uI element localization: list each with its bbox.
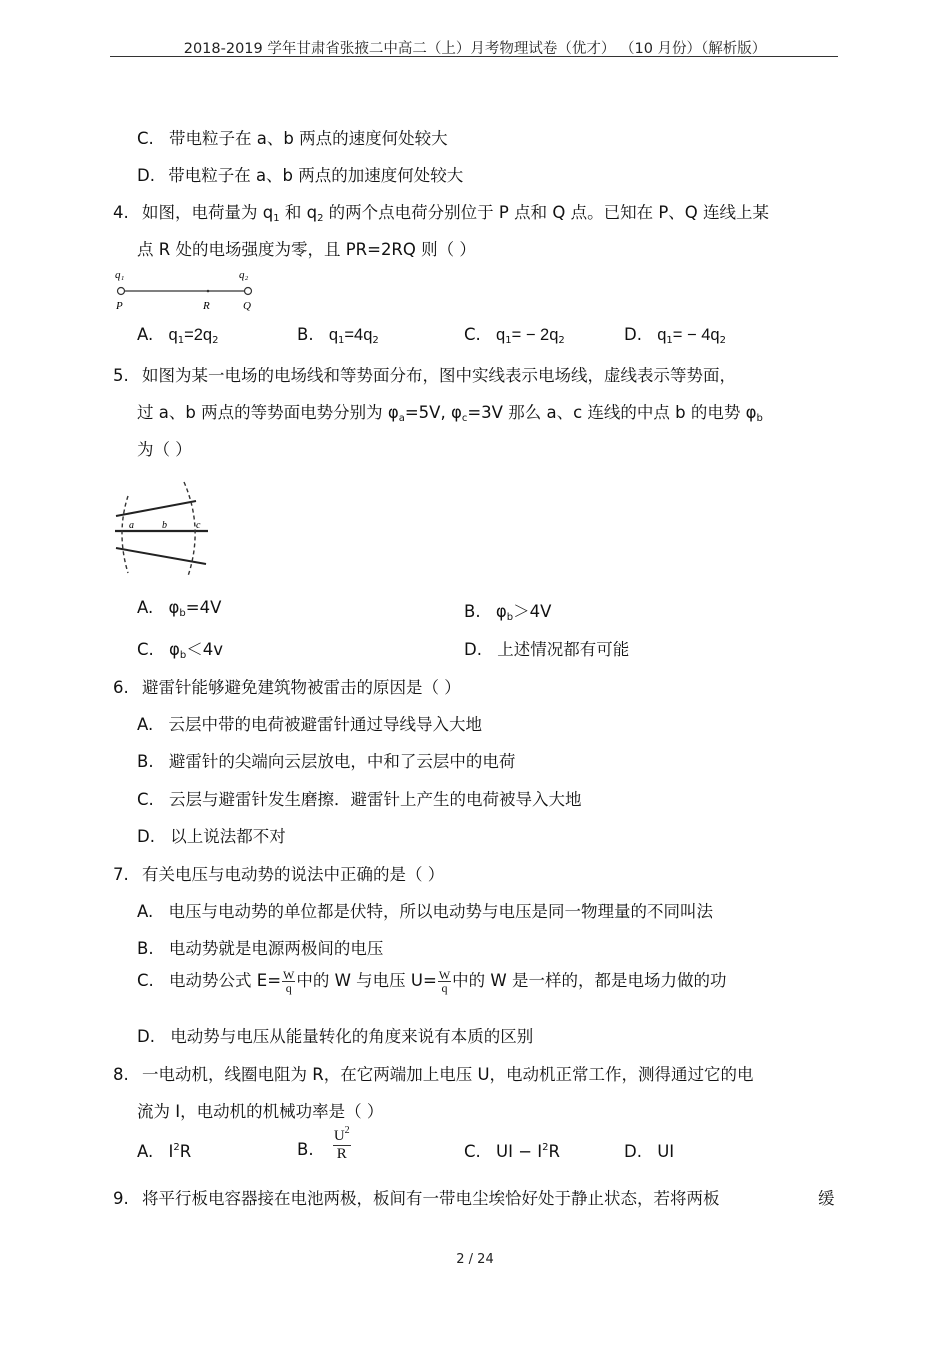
q5-option-a-text: =4V bbox=[185, 598, 222, 617]
q3-option-c bbox=[137, 125, 448, 149]
q4-fig-label-q: Q bbox=[243, 300, 251, 312]
q5-stem-line1 bbox=[113, 362, 736, 386]
q7-formula-u-fraction bbox=[438, 969, 451, 994]
q5-option-c-text: φ bbox=[169, 640, 180, 659]
q5-option-d-label: D. bbox=[464, 640, 482, 659]
q4-stem-text: 如图，电荷量为 q bbox=[142, 203, 274, 222]
q5-option-c-text: ＜4v bbox=[186, 640, 224, 659]
q7-option-c-text: 电动势公式 E= bbox=[169, 971, 282, 990]
q4-sub: 2 bbox=[317, 213, 324, 224]
q5-option-a-label: A. bbox=[137, 598, 154, 617]
q6-stem-text: 避雷针能够避免建筑物被雷击的原因是（ ） bbox=[142, 678, 461, 697]
q5-stem-line3: 为（ ） bbox=[137, 440, 192, 459]
q4-option-a-text: =2q bbox=[184, 326, 213, 344]
q8-option-b-fraction bbox=[333, 1125, 351, 1163]
q8-stem-line1 bbox=[113, 1061, 754, 1085]
q8-sup: 2 bbox=[173, 1142, 180, 1153]
q8-sup: 2 bbox=[542, 1142, 549, 1153]
q4-sub: 1 bbox=[177, 335, 185, 346]
q6-option-b-label: B. bbox=[137, 752, 154, 771]
fraction-denominator: q bbox=[285, 981, 292, 995]
q3-option-c-label: C. bbox=[137, 129, 154, 148]
q7-option-d-label: D. bbox=[137, 1027, 155, 1046]
q5-stem-text: =5V, φ bbox=[404, 403, 462, 422]
q8-option-a-text: R bbox=[179, 1142, 192, 1161]
q7-option-d-text: 电动势与电压从能量转化的角度来说有本质的区别 bbox=[170, 1027, 534, 1046]
q6-option-d-text: 以上说法都不对 bbox=[170, 827, 286, 846]
q7-option-b-label: B. bbox=[137, 939, 154, 958]
q4-fig-label-q1: q₁ bbox=[115, 269, 125, 281]
q9-stem-line1 bbox=[113, 1185, 720, 1209]
q4-sub: 1 bbox=[666, 335, 673, 346]
q8-option-c bbox=[464, 1142, 560, 1161]
q8-option-b-text: U bbox=[333, 1128, 345, 1144]
q4-option-d bbox=[624, 325, 726, 345]
q8-sup: 2 bbox=[344, 1125, 350, 1136]
q4-option-a bbox=[137, 325, 218, 345]
q5-stem-text: 过 a、b 两点的等势面电势分别为 φ bbox=[137, 403, 399, 422]
q8-stem-line2: 流为 I，电动机的机械功率是（ ） bbox=[137, 1102, 384, 1121]
fraction-denominator: R bbox=[336, 1146, 347, 1162]
q4-option-d-text: q bbox=[657, 326, 667, 344]
q8-option-c-text: UI − I bbox=[496, 1142, 543, 1161]
q6-option-b bbox=[137, 748, 515, 772]
q3-option-d bbox=[137, 162, 463, 186]
q5-sub: b bbox=[506, 612, 514, 623]
q4-fig-label-r: R bbox=[203, 300, 210, 312]
q9-stem-tail: 缓 bbox=[818, 1189, 835, 1208]
q4-sub: 2 bbox=[558, 335, 565, 346]
q8-option-d-label: D. bbox=[624, 1142, 642, 1161]
q8-option-d-text: UI bbox=[657, 1142, 675, 1161]
q5-fig-label-b: b bbox=[162, 520, 167, 531]
q5-option-c-label: C. bbox=[137, 640, 154, 659]
q4-stem-line2: 点 R 处的电场强度为零，且 PR=2RQ 则（ ） bbox=[137, 240, 476, 259]
q7-option-c bbox=[137, 967, 726, 994]
q4-option-b-text: =4q bbox=[344, 326, 373, 344]
q5-fig-label-c: c bbox=[196, 520, 201, 531]
q4-option-d-label: D. bbox=[624, 325, 642, 344]
q4-sub: 2 bbox=[719, 335, 726, 346]
q6-option-a-label: A. bbox=[137, 715, 154, 734]
q6-stem bbox=[113, 674, 461, 698]
q6-option-c-label: C. bbox=[137, 790, 154, 809]
q7-option-b bbox=[137, 935, 383, 959]
q6-option-b-text: 避雷针的尖端向云层放电，中和了云层中的电荷 bbox=[168, 752, 516, 771]
q8-option-a-text: I bbox=[168, 1142, 174, 1161]
q7-option-a bbox=[137, 898, 713, 922]
fraction-numerator: W bbox=[438, 968, 451, 982]
q7-option-d bbox=[137, 1023, 533, 1047]
q8-option-c-text: R bbox=[548, 1142, 560, 1161]
q5-option-b-label: B. bbox=[464, 602, 481, 621]
q6-option-c bbox=[137, 786, 582, 810]
q4-fig-charge-p bbox=[118, 288, 125, 295]
q5-sub: a bbox=[398, 413, 405, 424]
q5-option-b bbox=[464, 598, 551, 622]
q5-option-b-text: φ bbox=[495, 602, 507, 621]
q4-option-b-text: q bbox=[328, 326, 339, 344]
q4-stem-text: 和 q bbox=[279, 203, 318, 222]
q4-fig-charge-q bbox=[245, 288, 252, 295]
q7-formula-e-fraction bbox=[282, 969, 295, 994]
q5-sub: b bbox=[179, 608, 186, 619]
q4-option-c-label: C. bbox=[464, 325, 481, 344]
q8-stem-text: 一电动机，线圈电阻为 R，在它两端加上电压 U，电动机正常工作，测得通过它的电 bbox=[142, 1065, 754, 1084]
q8-option-c-label: C. bbox=[464, 1142, 481, 1161]
q7-option-c-text: 中的 W 是一样的，都是电场力做的功 bbox=[452, 971, 727, 990]
q8-option-d bbox=[624, 1142, 674, 1161]
page-number: 2 / 24 bbox=[456, 1252, 494, 1267]
header-title: 2018-2019 学年甘肃省张掖二中高二（上）月考物理试卷（优才） （10 月份）（解析版） bbox=[183, 41, 767, 57]
q8-option-a-label: A. bbox=[137, 1142, 154, 1161]
q7-option-b-text: 电动势就是电源两极间的电压 bbox=[168, 939, 384, 958]
q7-option-c-label: C. bbox=[137, 971, 154, 990]
q5-equipotential-a bbox=[122, 496, 128, 573]
q3-option-d-text: 带电粒子在 a、b 两点的加速度何处较大 bbox=[168, 166, 464, 185]
q5-stem-text: 如图为某一电场的电场线和等势面分布，图中实线表示电场线，虚线表示等势面， bbox=[142, 366, 736, 385]
q7-number: 7. bbox=[113, 865, 129, 884]
q5-option-a-text: φ bbox=[168, 598, 180, 617]
q3-option-c-text: 带电粒子在 a、b 两点的速度何处较大 bbox=[169, 129, 448, 148]
q6-number: 6. bbox=[113, 678, 129, 697]
q7-option-c-text: 中的 W 与电压 U= bbox=[296, 971, 437, 990]
q4-option-a-text: q bbox=[168, 326, 178, 344]
q5-number: 5. bbox=[113, 366, 129, 385]
q4-option-b bbox=[297, 325, 379, 345]
q7-option-a-text: 电压与电动势的单位都是伏特，所以电动势与电压是同一物理量的不同叫法 bbox=[168, 902, 713, 921]
q4-number: 4. bbox=[113, 203, 129, 222]
q4-option-b-label: B. bbox=[297, 325, 314, 344]
q4-fig-label-q2: q₂ bbox=[239, 269, 249, 281]
q4-stem-line1 bbox=[113, 199, 769, 223]
q8-option-a bbox=[137, 1142, 191, 1161]
q8-number: 8. bbox=[113, 1065, 129, 1084]
q5-fig-label-a: a bbox=[129, 520, 134, 531]
fraction-numerator bbox=[333, 1125, 351, 1146]
q5-sub: b bbox=[756, 413, 763, 424]
q4-sub: 2 bbox=[212, 335, 219, 346]
q5-field-line-bottom bbox=[116, 548, 206, 564]
q3-option-d-label: D. bbox=[137, 166, 155, 185]
q6-option-d bbox=[137, 823, 286, 847]
q5-field-line-top bbox=[116, 501, 196, 516]
q6-option-a bbox=[137, 711, 482, 735]
q5-stem-text: =3V 那么 a、c 连线的中点 b 的电势 φ bbox=[467, 403, 757, 422]
q6-option-a-text: 云层中带的电荷被避雷针通过导线导入大地 bbox=[168, 715, 482, 734]
q9-stem-text: 将平行板电容器接在电池两极，板间有一带电尘埃恰好处于静止状态，若将两板 bbox=[142, 1189, 720, 1208]
q5-figure bbox=[112, 478, 216, 578]
q4-fig-point-r bbox=[207, 290, 210, 293]
q5-option-a bbox=[137, 598, 221, 617]
q5-option-b-text: ＞4V bbox=[513, 602, 552, 621]
q4-option-c-text: q bbox=[496, 326, 506, 344]
q5-option-d bbox=[464, 636, 629, 660]
q5-sub: b bbox=[179, 650, 187, 661]
q4-option-c-text: = − 2q bbox=[511, 326, 559, 344]
q4-option-c bbox=[464, 325, 565, 345]
q6-option-c-text: 云层与避雷针发生磨擦．避雷针上产生的电荷被导入大地 bbox=[169, 790, 582, 809]
q8-option-b bbox=[297, 1125, 352, 1163]
q5-option-d-text: 上述情况都有可能 bbox=[497, 640, 630, 659]
q4-option-a-label: A. bbox=[137, 325, 154, 344]
q4-figure bbox=[112, 268, 262, 314]
q4-option-d-text: = − 4q bbox=[672, 326, 720, 344]
q9-number: 9. bbox=[113, 1189, 129, 1208]
q4-sub: 2 bbox=[372, 335, 379, 346]
header-rule bbox=[110, 56, 838, 57]
q4-sub: 1 bbox=[273, 213, 280, 224]
fraction-denominator: q bbox=[441, 981, 448, 995]
q6-option-d-label: D. bbox=[137, 827, 155, 846]
q4-fig-label-p: P bbox=[116, 300, 123, 312]
q8-option-b-label: B. bbox=[297, 1140, 314, 1159]
q5-stem-line2 bbox=[137, 399, 763, 423]
q4-sub: 1 bbox=[505, 335, 512, 346]
q5-sub: c bbox=[461, 413, 468, 424]
q7-stem bbox=[113, 861, 444, 885]
q7-stem-text: 有关电压与电动势的说法中正确的是（ ） bbox=[142, 865, 445, 884]
q7-option-a-label: A. bbox=[137, 902, 154, 921]
q4-sub: 1 bbox=[338, 335, 345, 346]
q4-stem-text: 的两个点电荷分别位于 P 点和 Q 点。已知在 P、Q 连线上某 bbox=[323, 203, 770, 222]
fraction-numerator: W bbox=[283, 968, 295, 982]
q5-option-c bbox=[137, 636, 223, 660]
